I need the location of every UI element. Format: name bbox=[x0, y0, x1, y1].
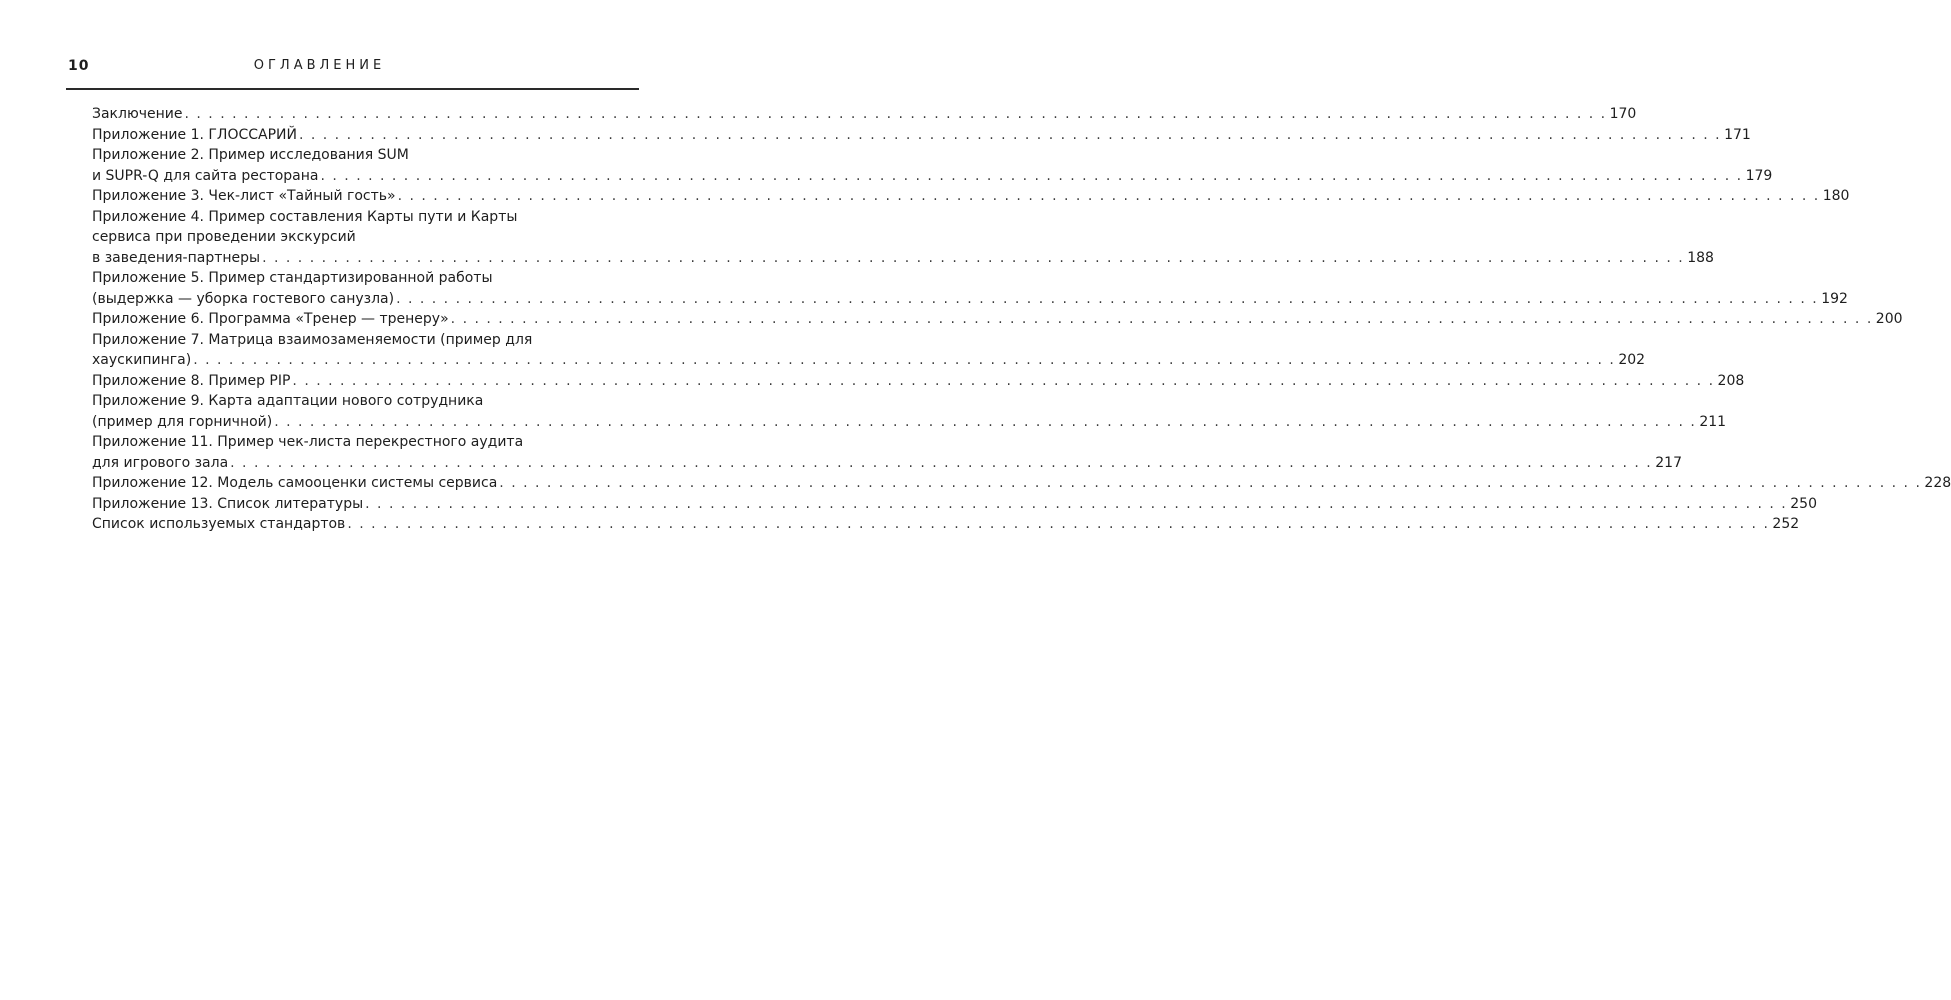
dot-leader: . . . . . . . . . . . . . . . . . . . . . . . . . . . . . . . . . . . . . . . . . . . . . . . . . . . . . . . . . . . . . . . . . . . . . . . . . . . . . . . . . . . . . . . . . . . . . . . . . . . . . . . . . . . . . . . . . . . . . . . . bbox=[320, 167, 1743, 184]
toc-entry-title-line: Приложение 12. Модель самооценки системы сервиса bbox=[92, 475, 498, 491]
toc-entry bbox=[92, 145, 1773, 186]
toc-entry bbox=[92, 494, 1817, 515]
toc-page-number: 211 bbox=[1699, 413, 1727, 430]
dot-leader: . . . . . . . . . . . . . . . . . . . . . . . . . . . . . . . . . . . . . . . . . . . . . . . . . . . . . . . . . . . . . . . . . . . . . . . . . . . . . . . . . . . . . . . . . . . . . . . . . . . . . . . . . . . . . . . . . . . . . . . . bbox=[262, 249, 1685, 266]
toc-page-number: 208 bbox=[1717, 372, 1745, 389]
dot-leader: . . . . . . . . . . . . . . . . . . . . . . . . . . . . . . . . . . . . . . . . . . . . . . . . . . . . . . . . . . . . . . . . . . . . . . . . . . . . . . . . . . . . . . . . . . . . . . . . . . . . . . . . . . . . . . . . . . . . . . . . bbox=[230, 454, 1653, 471]
table-of-contents bbox=[92, 104, 1951, 535]
header-rule bbox=[66, 88, 639, 90]
toc-page-number: 170 bbox=[1609, 106, 1637, 122]
toc-entry bbox=[92, 104, 1637, 125]
toc-entry bbox=[92, 514, 1800, 535]
toc-entry-title-line: в заведения-партнеры bbox=[92, 249, 261, 266]
toc-page-number: 180 bbox=[1822, 188, 1850, 204]
toc-entry-title-line: хаускипинга) bbox=[92, 352, 192, 368]
toc-entry-title-line: Заключение bbox=[92, 106, 183, 122]
toc-entry-title-line: и SUPR-Q для сайта ресторана bbox=[92, 167, 319, 184]
toc-entry-title-line: Приложение 3. Чек-лист «Тайный гость» bbox=[92, 188, 396, 204]
toc-page-number: 188 bbox=[1687, 249, 1714, 266]
toc-entry bbox=[92, 330, 1646, 371]
dot-leader: . . . . . . . . . . . . . . . . . . . . . . . . . . . . . . . . . . . . . . . . . . . . . . . . . . . . . . . . . . . . . . . . . . . . . . . . . . . . . . . . . . . . . . . . . . . . . . . . . . . . . . . . . . . . . . . . . . . . . . . . bbox=[347, 516, 1770, 532]
toc-page-number: 252 bbox=[1772, 516, 1800, 532]
dot-leader: . . . . . . . . . . . . . . . . . . . . . . . . . . . . . . . . . . . . . . . . . . . . . . . . . . . . . . . . . . . . . . . . . . . . . . . . . . . . . . . . . . . . . . . . . . . . . . . . . . . . . . . . . . . . . . . . . . . . . . . . bbox=[450, 311, 1873, 327]
toc-entry-title-line: Приложение 4. Пример составления Карты пути и Карты bbox=[92, 208, 518, 225]
toc-page-number: 200 bbox=[1875, 311, 1903, 327]
toc-entry bbox=[92, 432, 1682, 473]
toc-page-number: 228 bbox=[1924, 475, 1951, 491]
dot-leader: . . . . . . . . . . . . . . . . . . . . . . . . . . . . . . . . . . . . . . . . . . . . . . . . . . . . . . . . . . . . . . . . . . . . . . . . . . . . . . . . . . . . . . . . . . . . . . . . . . . . . . . . . . . . . . . . . . . . . . . . bbox=[274, 413, 1697, 430]
toc-entry bbox=[92, 207, 1714, 269]
toc-page-number: 217 bbox=[1655, 454, 1682, 471]
toc-entry bbox=[92, 473, 1951, 494]
toc-entry-title-line: (пример для горничной) bbox=[92, 413, 273, 430]
toc-page-number: 179 bbox=[1745, 167, 1773, 184]
toc-entry bbox=[92, 391, 1727, 432]
toc-entry bbox=[92, 125, 1751, 146]
dot-leader: . . . . . . . . . . . . . . . . . . . . . . . . . . . . . . . . . . . . . . . . . . . . . . . . . . . . . . . . . . . . . . . . . . . . . . . . . . . . . . . . . . . . . . . . . . . . . . . . . . . . . . . . . . . . . . . . . . . . . . . . bbox=[396, 290, 1819, 307]
toc-entry-title-line: Приложение 13. Список литературы bbox=[92, 495, 364, 512]
dot-leader: . . . . . . . . . . . . . . . . . . . . . . . . . . . . . . . . . . . . . . . . . . . . . . . . . . . . . . . . . . . . . . . . . . . . . . . . . . . . . . . . . . . . . . . . . . . . . . . . . . . . . . . . . . . . . . . . . . . . . . . . bbox=[184, 106, 1607, 122]
toc-entry-title-line: Приложение 7. Матрица взаимозаменяемости (пример для bbox=[92, 331, 533, 348]
toc-entry-title-line: Приложение 6. Программа «Тренер — тренеру» bbox=[92, 311, 449, 327]
toc-entry-title-line: (выдержка — уборка гостевого санузла) bbox=[92, 290, 395, 307]
toc-entry bbox=[92, 186, 1850, 207]
toc-entry-title-line: Приложение 8. Пример PIP bbox=[92, 372, 291, 389]
toc-entry bbox=[92, 268, 1848, 309]
dot-leader: . . . . . . . . . . . . . . . . . . . . . . . . . . . . . . . . . . . . . . . . . . . . . . . . . . . . . . . . . . . . . . . . . . . . . . . . . . . . . . . . . . . . . . . . . . . . . . . . . . . . . . . . . . . . . . . . . . . . . . . . bbox=[193, 352, 1616, 368]
page-header bbox=[0, 0, 639, 88]
toc-entry bbox=[92, 309, 1903, 330]
toc-entry-title-line: Список используемых стандартов bbox=[92, 516, 346, 532]
running-title: ОГЛАВЛЕНИЕ bbox=[253, 58, 386, 73]
page-number: 10 bbox=[68, 58, 90, 74]
toc-entry-title-line: Приложение 11. Пример чек-листа перекрестного аудита bbox=[92, 434, 524, 450]
dot-leader: . . . . . . . . . . . . . . . . . . . . . . . . . . . . . . . . . . . . . . . . . . . . . . . . . . . . . . . . . . . . . . . . . . . . . . . . . . . . . . . . . . . . . . . . . . . . . . . . . . . . . . . . . . . . . . . . . . . . . . . . bbox=[499, 475, 1922, 491]
toc-entry-title-line: Приложение 9. Карта адаптации нового сотрудника bbox=[92, 393, 484, 409]
toc-entry-title-line: Приложение 5. Пример стандартизированной работы bbox=[92, 270, 493, 286]
toc-entry bbox=[92, 371, 1745, 392]
toc-entry-title-line: сервиса при проведении экскурсий bbox=[92, 229, 356, 245]
dot-leader: . . . . . . . . . . . . . . . . . . . . . . . . . . . . . . . . . . . . . . . . . . . . . . . . . . . . . . . . . . . . . . . . . . . . . . . . . . . . . . . . . . . . . . . . . . . . . . . . . . . . . . . . . . . . . . . . . . . . . . . . bbox=[397, 188, 1820, 204]
toc-entry-title-line: Приложение 1. ГЛОССАРИЙ bbox=[92, 126, 297, 143]
dot-leader: . . . . . . . . . . . . . . . . . . . . . . . . . . . . . . . . . . . . . . . . . . . . . . . . . . . . . . . . . . . . . . . . . . . . . . . . . . . . . . . . . . . . . . . . . . . . . . . . . . . . . . . . . . . . . . . . . . . . . . . . bbox=[365, 495, 1788, 512]
dot-leader: . . . . . . . . . . . . . . . . . . . . . . . . . . . . . . . . . . . . . . . . . . . . . . . . . . . . . . . . . . . . . . . . . . . . . . . . . . . . . . . . . . . . . . . . . . . . . . . . . . . . . . . . . . . . . . . . . . . . . . . . bbox=[292, 372, 1715, 389]
toc-page-number: 171 bbox=[1724, 126, 1751, 143]
toc-entry-title-line: для игрового зала bbox=[92, 454, 229, 471]
toc-page-number: 202 bbox=[1618, 352, 1646, 368]
dot-leader: . . . . . . . . . . . . . . . . . . . . . . . . . . . . . . . . . . . . . . . . . . . . . . . . . . . . . . . . . . . . . . . . . . . . . . . . . . . . . . . . . . . . . . . . . . . . . . . . . . . . . . . . . . . . . . . . . . . . . . . . bbox=[298, 126, 1722, 143]
toc-entry-title-line: Приложение 2. Пример исследования SUM bbox=[92, 147, 409, 163]
toc-page-number: 250 bbox=[1790, 495, 1817, 512]
toc-page-number: 192 bbox=[1821, 290, 1848, 307]
